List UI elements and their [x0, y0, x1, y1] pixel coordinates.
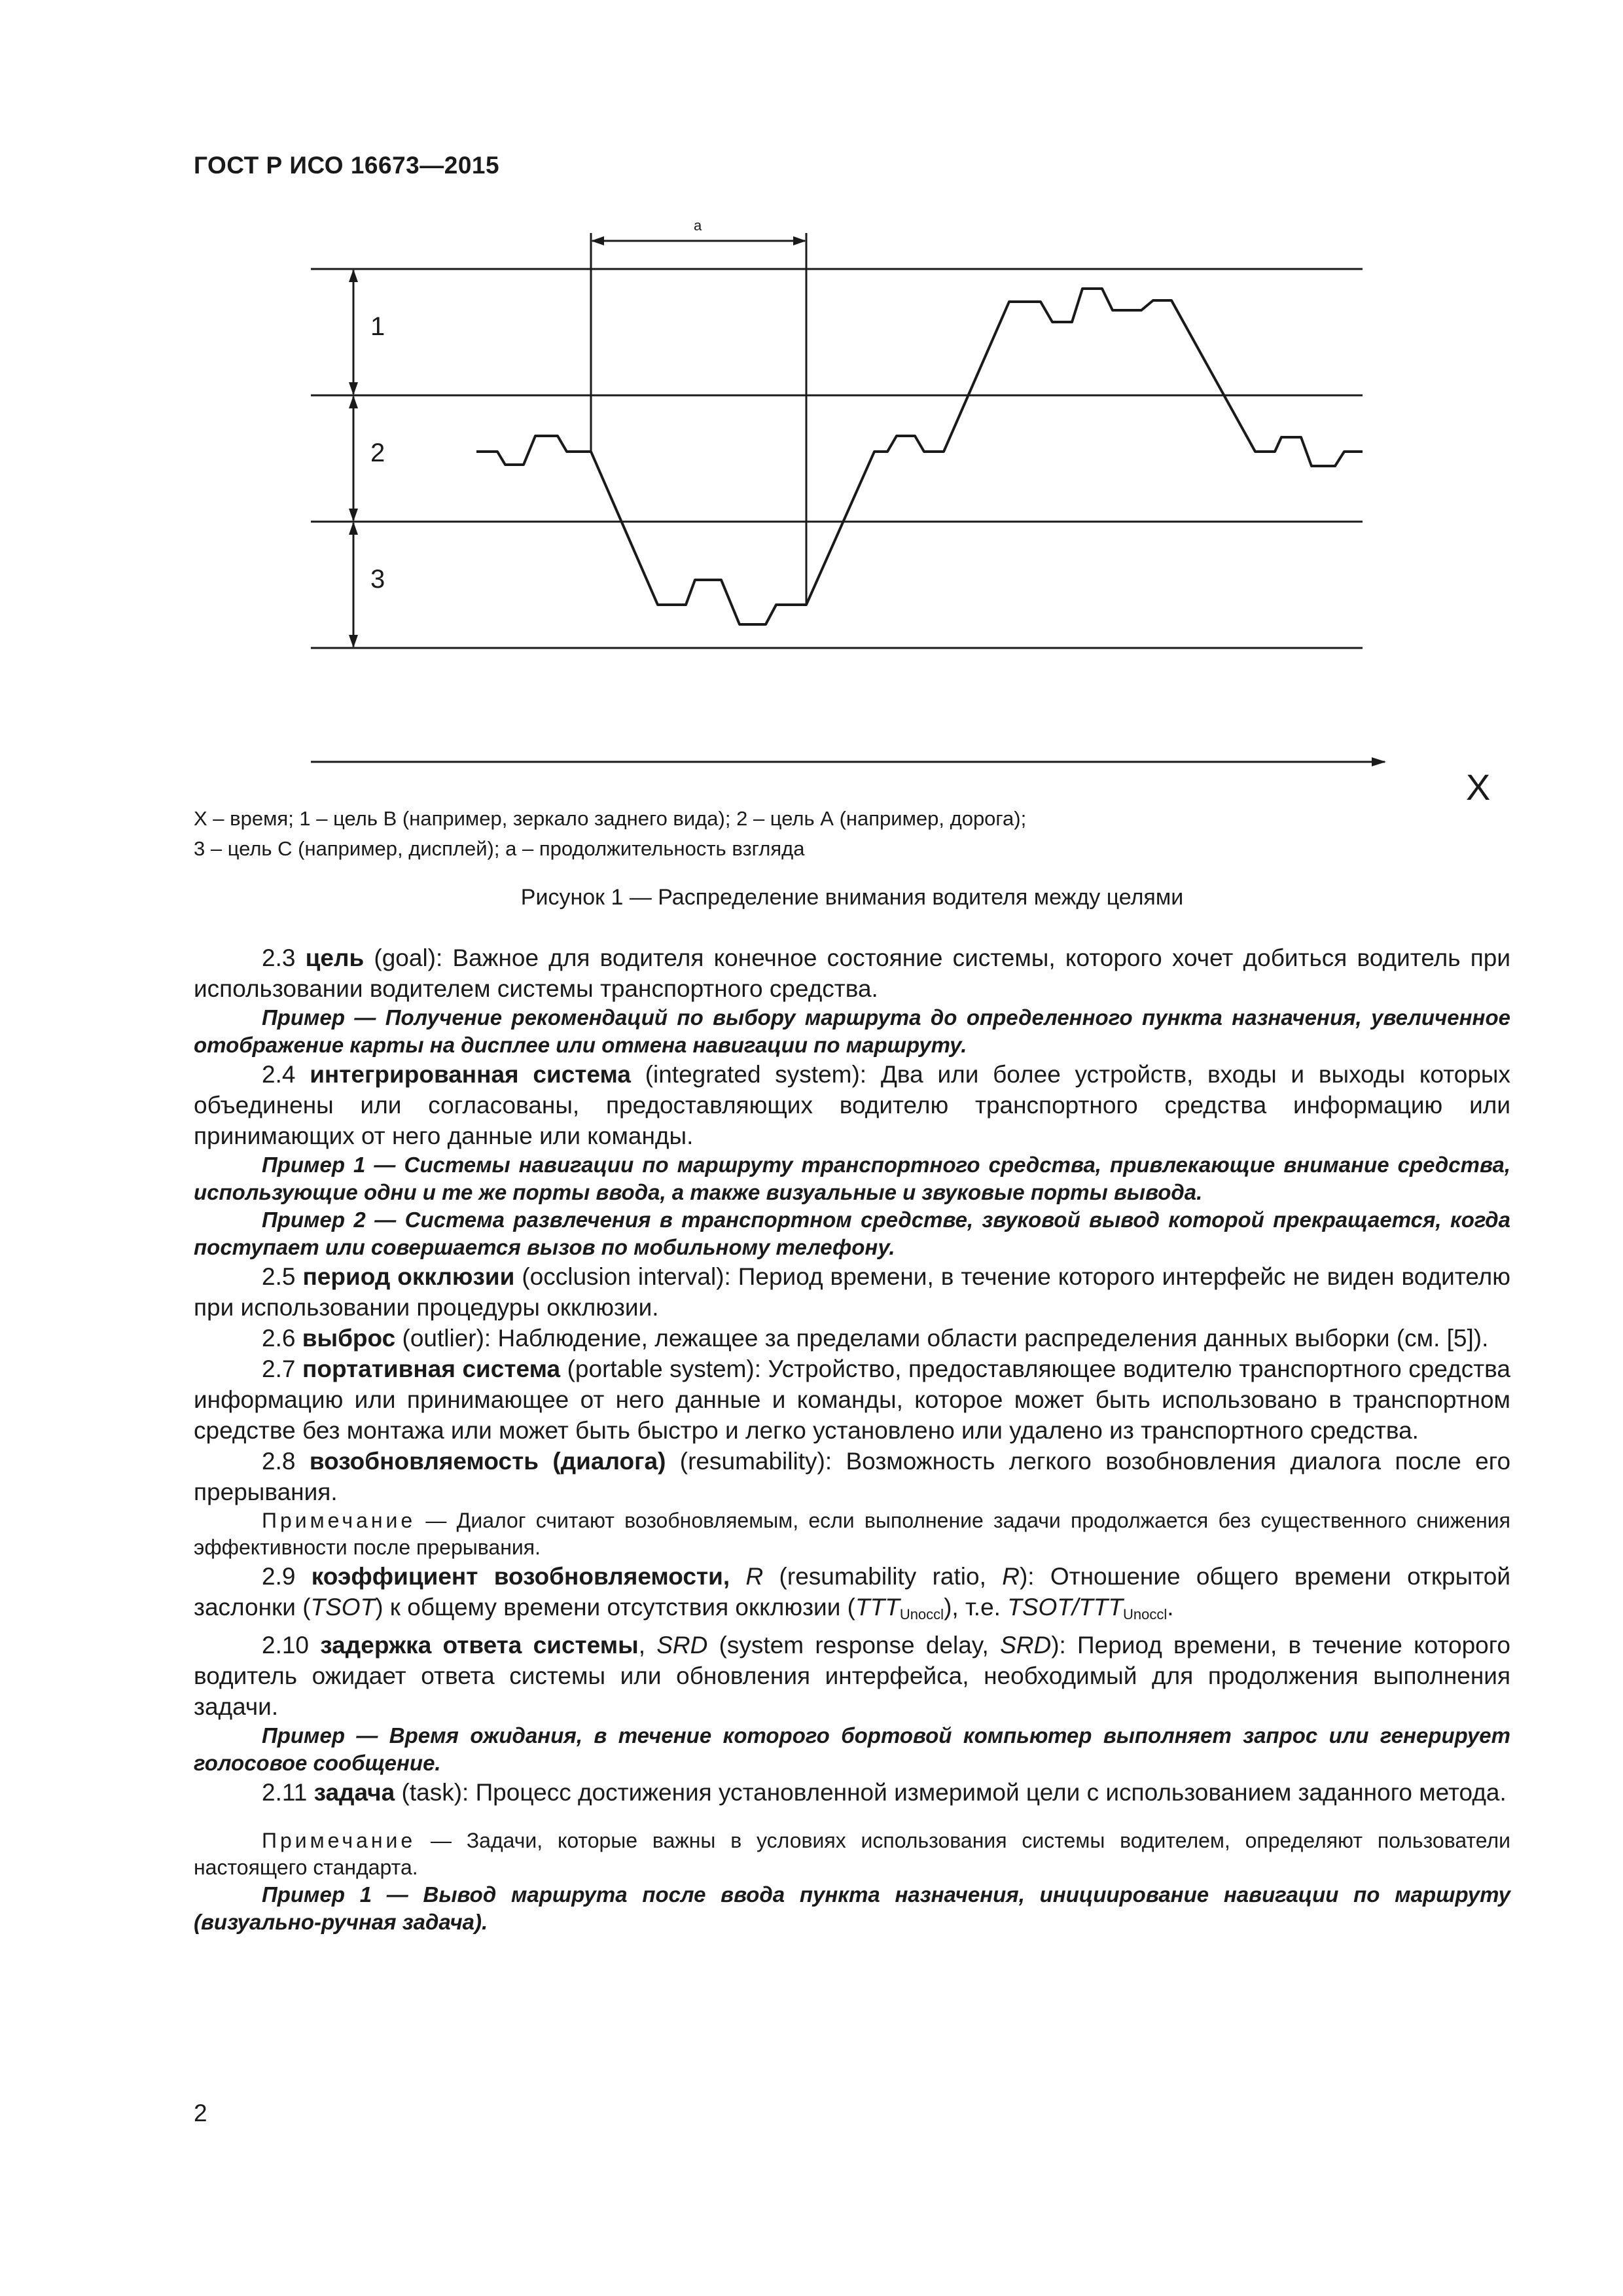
zone3-label: 3 — [370, 565, 385, 594]
example-2-3: Пример — Получение рекомендаций по выбору маршрута до определенного пункта назначения, увеличенное отображение карты на дисплее или отмена навигации по маршруту. — [194, 1005, 1510, 1057]
term-2-10: 2.10 задержка ответа системы, SRD (system response delay, SRD): Период времени, в течение которого водитель ожидает ответа системы или обновления интерфейса, необходимый для продолжения выполнения задачи. — [194, 1632, 1510, 1720]
term-2-5-name: период окклюзии — [302, 1263, 515, 1290]
term-2-8-name: возобновляемость (диалога) — [309, 1448, 666, 1475]
term-2-7: 2.7 портативная система (portable system): Устройство, предоставляющее водителю транспортного средства информацию или принимающее от него данные и команды, которое может быть использовано в транспортном средстве без монтажа или может быть быстро и легко установлено или удалено из транспортного средства. — [194, 1355, 1511, 1444]
term-2-3: 2.3 цель (goal): Важное для водителя конечное состояние системы, которого хочет добиться водитель при использовании водителем системы транспортного средства. — [194, 944, 1510, 1002]
figure-caption: Рисунок 1 — Распределение внимания водителя между целями — [520, 885, 1184, 910]
time-axis-label: X — [1466, 766, 1491, 808]
term-2-11: 2.11 задача (task): Процесс достижения установленной измеримой цели с использованием заданного метода. — [262, 1779, 1507, 1806]
term-2-3-name: цель — [305, 944, 365, 971]
example-2-4-1: Пример 1 — Системы навигации по маршруту транспортного средства, привлекающие внимание средства, использующие одни и те же порты ввода, а также визуальные и звуковые порты вывода. — [194, 1153, 1510, 1204]
page-number: 2 — [194, 2100, 207, 2126]
attention-distribution-figure — [0, 0, 1623, 870]
term-2-9-name: коэффициент возобновляемости, — [311, 1563, 730, 1590]
figure-legend-line2: 3 – цель С (например, дисплей); a – продолжительность взгляда — [194, 837, 805, 860]
example-2-10: Пример — Время ожидания, в течение которого бортовой компьютер выполняет запрос или генерирует голосовое сообщение. — [194, 1723, 1510, 1775]
term-2-4: 2.4 интегрированная система (integrated system): Два или более устройств, входы и выходы которых объединены или согласованы, предоставляющих водителю транспортного средства информацию или принимающих от него данные или команды. — [194, 1061, 1511, 1149]
note-2-11: Примечание — Задачи, которые важны в условиях использования системы водителем, определяют пользователи настоящего стандарта. — [194, 1829, 1510, 1879]
term-2-6-name: выброс — [302, 1325, 396, 1352]
term-2-6: 2.6 выброс (outlier): Наблюдение, лежащее за пределами области распределения данных выборки (см. [5]). — [262, 1325, 1489, 1352]
term-2-9: 2.9 коэффициент возобновляемости, R (resumability ratio, R): Отношение общего времени открытой заслонки (TSOT) к общему времени отсутствия окклюзии $(TTT_{Unoccl})$, т.е. TSOT/$TTT_{Unoccl}$. — [194, 1563, 1511, 1623]
term-2-4-name: интегрированная система — [310, 1061, 631, 1088]
terms-body — [194, 942, 1510, 1936]
term-2-11-name: задача — [313, 1779, 395, 1806]
gaze-trace-line — [476, 289, 1363, 624]
term-2-5: 2.5 период окклюзии (occlusion interval): Период времени, в течение которого интерфейс не виден водителю при использовании процедуры окклюзии. — [194, 1263, 1511, 1321]
example-2-11-1: Пример 1 — Вывод маршрута после ввода пункта назначения, инициирование навигации по маршруту (визуально-ручная задача). — [194, 1882, 1510, 1934]
example-2-4-2: Пример 2 — Система развлечения в транспортном средстве, звуковой вывод которой прекращается, когда поступает или совершается вызов по мобильному телефону. — [194, 1208, 1510, 1259]
zone1-label: 1 — [370, 312, 385, 341]
zone2-label: 2 — [370, 439, 385, 467]
figure-legend — [194, 804, 1510, 864]
term-2-7-name: портативная система — [302, 1355, 561, 1382]
standard-header: ГОСТ Р ИСО 16673—2015 — [194, 152, 500, 179]
term-2-10-name: задержка ответа системы — [320, 1632, 639, 1659]
glance-duration-label: a — [694, 217, 702, 234]
figure-legend-line1: X – время; 1 – цель В (например, зеркало заднего вида); 2 – цель А (например, дорога); — [194, 807, 1027, 830]
note-2-8: Примечание — Диалог считают возобновляемым, если выполнение задачи продолжается без существенного снижения эффективности после прерывания. — [194, 1509, 1510, 1559]
term-2-8: 2.8 возобновляемость (диалога) (resumability): Возможность легкого возобновления диалога после его прерывания. — [194, 1448, 1511, 1505]
